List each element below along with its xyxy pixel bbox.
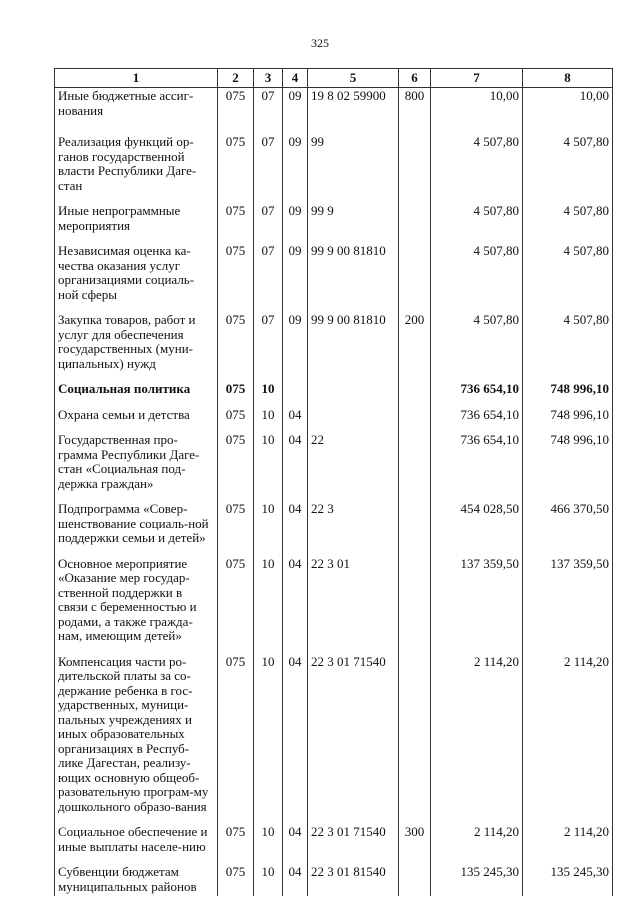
code-rz: 10 [254,432,283,501]
code-gr: 075 [218,432,254,501]
row-name: Основное мероприятие «Оказание мер государ-ственной поддержки в связи с беременностью и родами, а также гражда-нам, имеющим детей» [55,556,218,654]
table-row [55,501,613,556]
code-vr [399,243,431,312]
code-csr: 22 3 01 81540 [308,864,399,896]
code-vr [399,432,431,501]
code-gr: 075 [218,501,254,556]
code-pr [283,381,308,407]
code-pr: 04 [283,407,308,433]
code-gr: 075 [218,556,254,654]
col-header: 8 [523,69,613,88]
row-name: Иные непрограммные мероприятия [55,203,218,243]
code-vr [399,556,431,654]
code-gr: 075 [218,243,254,312]
code-csr: 99 9 [308,203,399,243]
row-name: Субвенции бюджетам муниципальных районов [55,864,218,896]
code-pr: 04 [283,824,308,864]
col-header: 4 [283,69,308,88]
amount-7: 2 114,20 [431,824,523,864]
col-header: 1 [55,69,218,88]
amount-7: 135 245,30 [431,864,523,896]
row-name: Подпрограмма «Совер-шенствование социаль-ной поддержки семьи и детей» [55,501,218,556]
code-pr: 04 [283,556,308,654]
code-pr: 04 [283,501,308,556]
amount-7: 10,00 [431,88,523,135]
amount-8: 2 114,20 [523,824,613,864]
code-vr [399,501,431,556]
code-csr: 22 3 01 [308,556,399,654]
table-row [55,864,613,896]
code-rz: 10 [254,501,283,556]
code-pr: 04 [283,432,308,501]
code-csr [308,381,399,407]
amount-8: 10,00 [523,88,613,135]
table-row [55,134,613,203]
code-pr: 09 [283,134,308,203]
code-pr: 09 [283,203,308,243]
row-name: Охрана семьи и детства [55,407,218,433]
amount-7: 2 114,20 [431,654,523,825]
amount-7: 4 507,80 [431,134,523,203]
code-pr: 09 [283,312,308,381]
col-header: 3 [254,69,283,88]
code-vr [399,864,431,896]
code-rz: 07 [254,203,283,243]
code-vr [399,381,431,407]
code-vr [399,203,431,243]
code-rz: 07 [254,312,283,381]
table-row [55,381,613,407]
code-gr: 075 [218,654,254,825]
code-vr [399,654,431,825]
table-row [55,556,613,654]
code-vr: 300 [399,824,431,864]
code-rz: 07 [254,243,283,312]
code-rz: 10 [254,864,283,896]
code-gr: 075 [218,381,254,407]
code-pr: 09 [283,243,308,312]
code-rz: 10 [254,824,283,864]
page-number: 325 [311,36,329,50]
table-row [55,432,613,501]
code-vr [399,134,431,203]
code-rz: 07 [254,134,283,203]
code-vr [399,407,431,433]
row-name: Реализация функций ор-ганов государственной власти Республики Даге-стан [55,134,218,203]
code-csr: 22 3 [308,501,399,556]
code-rz: 10 [254,556,283,654]
code-gr: 075 [218,134,254,203]
col-header: 6 [399,69,431,88]
code-vr: 800 [399,88,431,135]
code-rz: 10 [254,407,283,433]
table-row [55,243,613,312]
code-gr: 075 [218,864,254,896]
amount-8: 748 996,10 [523,381,613,407]
code-gr: 075 [218,312,254,381]
table-row [55,654,613,825]
amount-7: 736 654,10 [431,381,523,407]
code-vr: 200 [399,312,431,381]
amount-7: 736 654,10 [431,407,523,433]
amount-8: 137 359,50 [523,556,613,654]
amount-7: 137 359,50 [431,556,523,654]
amount-8: 748 996,10 [523,432,613,501]
row-name: Закупка товаров, работ и услуг для обеспечения государственных (муни-ципальных) нужд [55,312,218,381]
code-csr: 99 [308,134,399,203]
amount-8: 4 507,80 [523,243,613,312]
table-row [55,407,613,433]
code-csr: 99 9 00 81810 [308,243,399,312]
amount-8: 4 507,80 [523,134,613,203]
code-gr: 075 [218,407,254,433]
code-csr: 22 [308,432,399,501]
code-pr: 09 [283,88,308,135]
budget-table [54,68,613,896]
amount-8: 135 245,30 [523,864,613,896]
code-rz: 10 [254,381,283,407]
amount-7: 4 507,80 [431,243,523,312]
amount-8: 4 507,80 [523,203,613,243]
row-name: Независимая оценка ка-чества оказания услуг организациями социаль-ной сферы [55,243,218,312]
amount-7: 4 507,80 [431,203,523,243]
col-header: 7 [431,69,523,88]
row-name: Государственная про-грамма Республики Даге-стан «Социальная под-держка граждан» [55,432,218,501]
amount-8: 748 996,10 [523,407,613,433]
row-name: Социальная политика [55,381,218,407]
table-row [55,203,613,243]
code-pr: 04 [283,864,308,896]
row-name: Социальное обеспечение и иные выплаты населе-нию [55,824,218,864]
row-name: Иные бюджетные ассиг-нования [55,88,218,135]
col-header: 5 [308,69,399,88]
amount-7: 736 654,10 [431,432,523,501]
row-name: Компенсация части ро-дительской платы за со-держание ребенка в гос-ударственных, муници-пальных учреждениях и иных образовательных организациях в Респуб-лике Дагестан, реализу-ющих основную общеоб-разовательную програм-му дошкольного образо-вания [55,654,218,825]
table-row [55,312,613,381]
code-csr: 19 8 02 59900 [308,88,399,135]
code-csr: 22 3 01 71540 [308,824,399,864]
amount-8: 466 370,50 [523,501,613,556]
header-row [55,69,613,88]
code-gr: 075 [218,88,254,135]
col-header: 2 [218,69,254,88]
code-csr [308,407,399,433]
amount-8: 4 507,80 [523,312,613,381]
code-csr: 22 3 01 71540 [308,654,399,825]
table-row [55,824,613,864]
code-gr: 075 [218,824,254,864]
amount-8: 2 114,20 [523,654,613,825]
amount-7: 454 028,50 [431,501,523,556]
amount-7: 4 507,80 [431,312,523,381]
code-gr: 075 [218,203,254,243]
code-rz: 10 [254,654,283,825]
code-pr: 04 [283,654,308,825]
table-row [55,88,613,135]
code-rz: 07 [254,88,283,135]
code-csr: 99 9 00 81810 [308,312,399,381]
